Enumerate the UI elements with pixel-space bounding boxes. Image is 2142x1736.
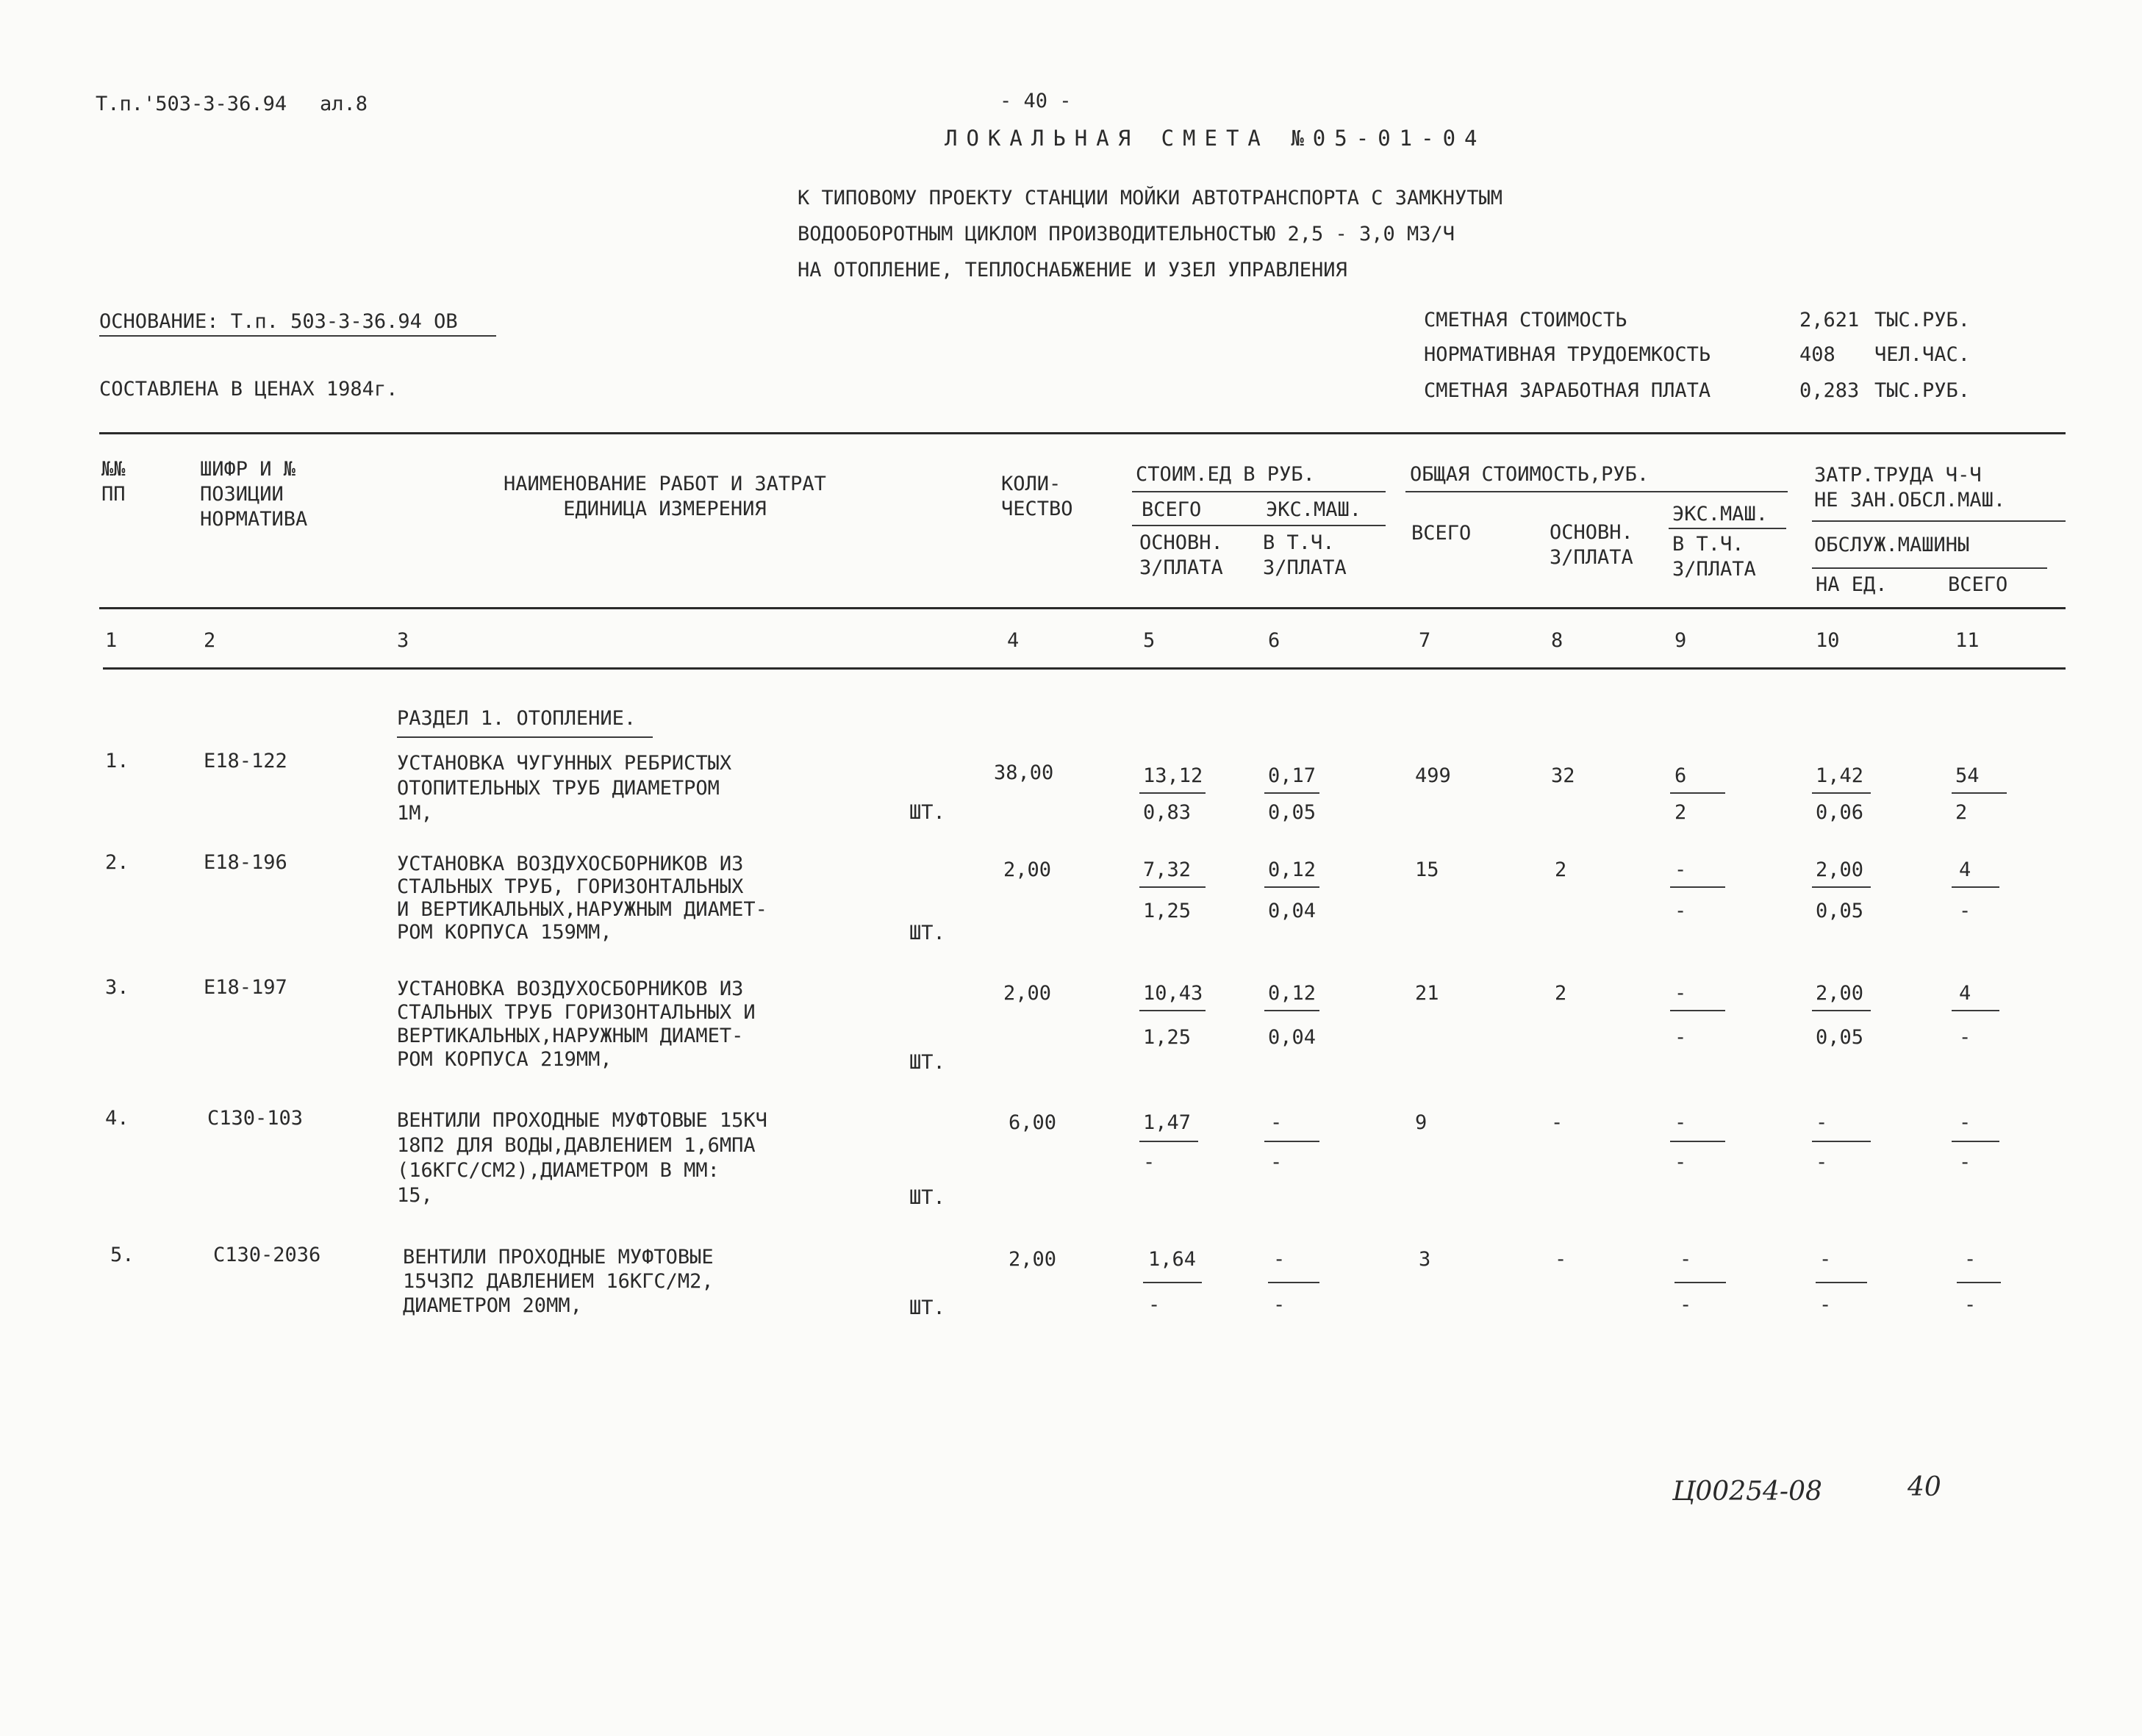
fraction-bar [1670,1010,1725,1011]
labor-total-bottom: 2 [1955,801,1968,824]
fraction-bar [1670,886,1725,888]
unit-total-top: 7,32 [1143,858,1192,881]
labor-unit-bottom: 0,05 [1816,900,1864,922]
row-description: ВЕНТИЛИ ПРОХОДНЫЕ МУФТОВЫЕ 15Ч3П2 ДАВЛЕНИЕМ 16КГС/М2, ДИАМЕТРОМ 20ММ, [403,1246,714,1317]
fraction-bar [1952,792,2007,794]
col-number: 1 [105,629,118,652]
total-mach-bottom: - [1680,1294,1692,1316]
fraction-bar [1812,1141,1871,1142]
labor-total-top: - [1959,1111,1971,1134]
row-code: Е18-122 [204,750,287,772]
row-unit: ШТ. [909,1186,945,1209]
header-total-all: ВСЕГО [1411,522,1472,545]
prices-text: СОСТАВЛЕНА В ЦЕНАХ 1984г. [99,378,398,401]
summary-unit: ЧЕЛ.ЧАС. [1874,343,1971,366]
col-number: 9 [1674,629,1687,652]
fraction-bar [1816,1282,1867,1283]
row-unit: ШТ. [909,1296,945,1319]
header-bottom-rule [99,607,2066,609]
fraction-bar [1268,1282,1319,1283]
total-all: 15 [1415,858,1439,881]
rule [1132,491,1386,492]
col-number: 7 [1419,629,1431,652]
row-quantity: 2,00 [1009,1248,1057,1271]
unit-mach-bottom: - [1273,1294,1286,1316]
header-total-basic: ОСНОВН. З/ПЛАТА [1550,521,1633,569]
labor-total-bottom: - [1959,1151,1971,1174]
rule [1405,491,1788,492]
fraction-bar [1264,792,1319,794]
subtitle-line-2: ВОДООБОРОТНЫМ ЦИКЛОМ ПРОИЗВОДИТЕЛЬНОСТЬЮ 2,5 - 3,0 М3/Ч [798,223,1455,245]
total-basic: 32 [1551,764,1575,787]
row-number: 4. [105,1107,129,1130]
total-mach-top: - [1680,1248,1692,1271]
table-top-rule [99,432,2066,434]
labor-total-top: - [1964,1248,1977,1271]
row-code: Е18-197 [204,976,287,999]
unit-total-top: 13,12 [1143,764,1203,787]
rule [1132,525,1386,526]
basis-underline [99,335,496,337]
fraction-bar [1143,1282,1202,1283]
rule [1669,528,1786,529]
subtitle-line-1: К ТИПОВОМУ ПРОЕКТУ СТАНЦИИ МОЙКИ АВТОТРАНСПОРТА С ЗАМКНУТЫМ [798,187,1503,209]
fraction-bar [1812,792,1871,794]
col-number: 5 [1143,629,1156,652]
row-number: 2. [105,851,129,874]
labor-total-top: 54 [1955,764,1980,787]
fraction-bar [1264,1141,1319,1142]
fraction-bar [1952,886,1999,888]
unit-mach-bottom: - [1270,1151,1283,1174]
rule [1812,520,2066,522]
labor-total-bottom: - [1959,900,1971,922]
labor-unit-bottom: 0,05 [1816,1026,1864,1049]
row-code: С130-103 [207,1107,304,1130]
row-quantity: 2,00 [1003,858,1052,881]
total-mach-bottom: - [1674,1151,1687,1174]
row-quantity: 6,00 [1009,1111,1057,1134]
col-number: 2 [204,629,216,652]
fraction-bar [1812,886,1871,888]
fraction-bar [1952,1141,1999,1142]
total-basic: 2 [1555,982,1567,1005]
unit-mach-top: - [1270,1111,1283,1134]
total-mach-top: - [1674,1111,1687,1134]
footer-page-number: 40 [1908,1472,1941,1502]
total-mach-top: - [1674,858,1687,881]
col-number: 4 [1007,629,1020,652]
summary-value: 0,283 [1799,379,1860,402]
total-basic: 2 [1555,858,1567,881]
unit-mach-top: 0,17 [1268,764,1317,787]
row-code: С130-2036 [213,1244,321,1266]
header-total-cost: ОБЩАЯ СТОИМОСТЬ,РУБ. [1410,463,1650,486]
header-unit-cost: СТОИМ.ЕД В РУБ. [1136,463,1315,486]
header-unit-basic: ОСНОВН. З/ПЛАТА [1139,531,1223,579]
basis-text: ОСНОВАНИЕ: Т.п. 503-3-36.94 ОВ [99,310,458,333]
labor-unit-bottom: - [1819,1294,1832,1316]
estimate-title: ЛОКАЛЬНАЯ СМЕТА №05-01-04 [945,126,1486,151]
labor-total-bottom: - [1964,1294,1977,1316]
header-unit-total: ВСЕГО [1142,498,1202,521]
unit-mach-top: 0,12 [1268,982,1317,1005]
fraction-bar [1812,1010,1871,1011]
row-unit: ШТ. [909,801,945,824]
total-all: 499 [1415,764,1451,787]
col-number-rule [103,667,2066,670]
header-unit-mach: ЭКС.МАШ. [1266,498,1362,521]
total-mach-bottom: - [1674,1026,1687,1049]
total-mach-top: 6 [1674,764,1687,787]
col-number: 8 [1551,629,1563,652]
row-description: УСТАНОВКА ВОЗДУХОСБОРНИКОВ ИЗ СТАЛЬНЫХ ТРУБ, ГОРИЗОНТАЛЬНЫХ И ВЕРТИКАЛЬНЫХ,НАРУЖНЫМ ДИАМЕТ- РОМ КОРПУСА 159ММ, [397,853,767,944]
row-description: УСТАНОВКА ЧУГУННЫХ РЕБРИСТЫХ ОТОПИТЕЛЬНЫХ ТРУБ ДИАМЕТРОМ 1М, [397,752,732,825]
row-quantity: 2,00 [1003,982,1052,1005]
fraction-bar [1952,1010,1999,1011]
header-labor-unit: НА ЕД. [1816,573,1888,596]
labor-unit-top: 2,00 [1816,858,1864,881]
unit-total-bottom: 1,25 [1143,900,1192,922]
unit-mach-bottom: 0,04 [1268,1026,1317,1049]
labor-total-bottom: - [1959,1026,1971,1049]
row-unit: ШТ. [909,922,945,944]
rule [1812,567,2047,569]
section-title: РАЗДЕЛ 1. ОТОПЛЕНИЕ. [397,707,637,730]
col-number: 6 [1268,629,1280,652]
unit-mach-top: - [1273,1248,1286,1271]
total-mach-bottom: 2 [1674,801,1687,824]
labor-unit-bottom: 0,06 [1816,801,1864,824]
summary-value: 408 [1799,343,1835,366]
header-total-mach: ЭКС.МАШ. [1672,503,1769,526]
summary-label: СМЕТНАЯ СТОИМОСТЬ [1424,309,1627,331]
fraction-bar [1957,1282,2001,1283]
row-description: УСТАНОВКА ВОЗДУХОСБОРНИКОВ ИЗ СТАЛЬНЫХ ТРУБ ГОРИЗОНТАЛЬНЫХ И ВЕРТИКАЛЬНЫХ,НАРУЖНЫМ ДИАМЕТ- РОМ КОРПУСА 219ММ, [397,978,756,1071]
row-quantity: 38,00 [994,761,1054,784]
labor-unit-top: 2,00 [1816,982,1864,1005]
album-number: ал.8 [320,93,368,115]
section-underline [397,736,653,738]
total-basic: - [1555,1248,1567,1271]
labor-total-top: 4 [1959,858,1971,881]
header-col-qty: КОЛИ- ЧЕСТВО [1001,473,1073,520]
col-number: 11 [1955,629,1980,652]
total-all: 3 [1419,1248,1431,1271]
fraction-bar [1670,792,1725,794]
labor-total-top: 4 [1959,982,1971,1005]
summary-unit: ТЫС.РУБ. [1874,309,1971,331]
page-number: - 40 - [1000,90,1072,112]
unit-total-bottom: - [1148,1294,1161,1316]
subtitle-line-3: НА ОТОПЛЕНИЕ, ТЕПЛОСНАБЖЕНИЕ И УЗЕЛ УПРАВЛЕНИЯ [798,259,1347,281]
row-number: 5. [110,1244,135,1266]
row-unit: ШТ. [909,1051,945,1074]
fraction-bar [1139,1141,1198,1142]
unit-mach-bottom: 0,04 [1268,900,1317,922]
row-number: 1. [105,750,129,772]
unit-mach-bottom: 0,05 [1268,801,1317,824]
unit-total-top: 1,64 [1148,1248,1197,1271]
labor-unit-top: - [1819,1248,1832,1271]
summary-label: СМЕТНАЯ ЗАРАБОТНАЯ ПЛАТА [1424,379,1711,402]
unit-total-top: 1,47 [1143,1111,1192,1134]
unit-total-bottom: 1,25 [1143,1026,1192,1049]
fraction-bar [1670,1141,1725,1142]
row-code: Е18-196 [204,851,287,874]
total-all: 21 [1415,982,1439,1005]
fraction-bar [1674,1282,1726,1283]
labor-unit-bottom: - [1816,1151,1828,1174]
header-labor-serv: ОБСЛУЖ.МАШИНЫ [1814,534,1970,556]
row-number: 3. [105,976,129,999]
header-col-code: ШИФР И № ПОЗИЦИИ НОРМАТИВА [200,458,308,531]
summary-value: 2,621 [1799,309,1860,331]
labor-unit-top: - [1816,1111,1828,1134]
header-unit-incl: В Т.Ч. З/ПЛАТА [1263,531,1347,579]
unit-total-bottom: - [1143,1151,1156,1174]
labor-unit-top: 1,42 [1816,764,1864,787]
header-total-incl: В Т.Ч. З/ПЛАТА [1672,533,1756,581]
fraction-bar [1139,886,1206,888]
inventory-number: Ц00254-08 [1672,1477,1822,1507]
unit-total-top: 10,43 [1143,982,1203,1005]
header-labor: ЗАТР.ТРУДА Ч-Ч НЕ ЗАН.ОБСЛ.МАШ. [1814,464,2006,512]
header-col-number: №№ ПП [101,458,126,506]
total-basic: - [1551,1111,1563,1134]
total-mach-top: - [1674,982,1687,1005]
summary-unit: ТЫС.РУБ. [1874,379,1971,402]
fraction-bar [1264,1010,1319,1011]
col-number: 3 [397,629,409,652]
fraction-bar [1139,792,1206,794]
summary-label: НОРМАТИВНАЯ ТРУДОЕМКОСТЬ [1424,343,1711,366]
fraction-bar [1264,886,1319,888]
header-labor-total: ВСЕГО [1948,573,2008,596]
total-mach-bottom: - [1674,900,1687,922]
col-number: 10 [1816,629,1840,652]
header-col-name: НАИМЕНОВАНИЕ РАБОТ И ЗАТРАТ ЕДИНИЦА ИЗМЕРЕНИЯ [504,473,826,520]
unit-total-bottom: 0,83 [1143,801,1192,824]
total-all: 9 [1415,1111,1428,1134]
doc-ref: Т.п.'503-3-36.94 [96,93,287,115]
row-description: ВЕНТИЛИ ПРОХОДНЫЕ МУФТОВЫЕ 15КЧ 18П2 ДЛЯ ВОДЫ,ДАВЛЕНИЕМ 1,6МПА (16КГС/СМ2),ДИАМЕТРОМ В ММ: 15, [397,1109,767,1207]
unit-mach-top: 0,12 [1268,858,1317,881]
fraction-bar [1139,1010,1206,1011]
